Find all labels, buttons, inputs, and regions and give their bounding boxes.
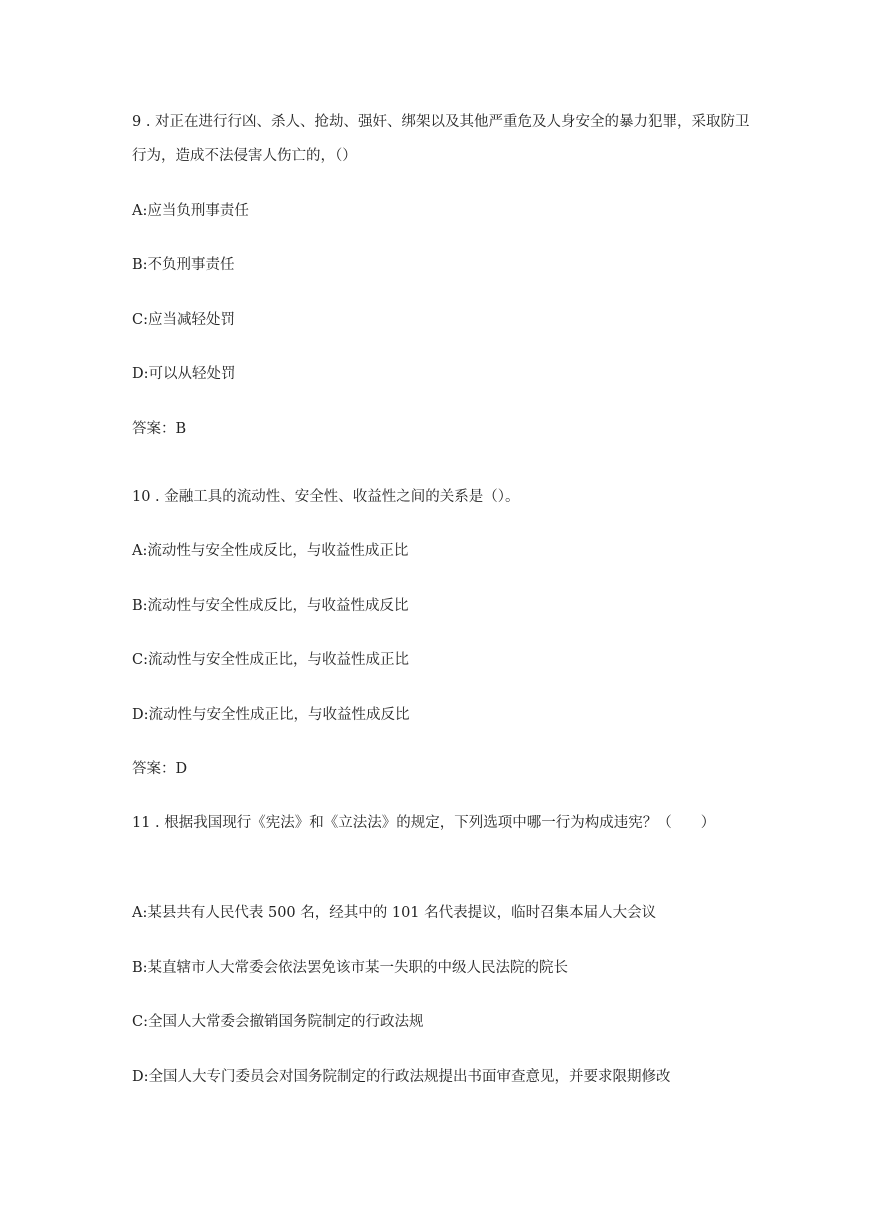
question-10-answer: 答案：D xyxy=(132,761,188,777)
question-11-option-d: D:全国人大专门委员会对国务院制定的行政法规提出书面审查意见，并要求限期修改 xyxy=(132,1069,671,1085)
question-9-answer: 答案：B xyxy=(132,421,187,437)
question-11-option-a: A:某县共有人民代表 500 名，经其中的 101 名代表提议，临时召集本届人大会议 xyxy=(132,905,657,921)
question-9-option-c: C:应当减轻处罚 xyxy=(132,312,235,328)
question-11-stem: 11 . 根据我国现行《宪法》和《立法法》的规定，下列选项中哪一行为构成违宪？（ ） xyxy=(132,815,716,831)
question-10-option-b: B:流动性与安全性成反比，与收益性成反比 xyxy=(132,598,409,614)
question-10-option-c: C:流动性与安全性成正比，与收益性成正比 xyxy=(132,652,409,668)
question-11-option-b: B:某直辖市人大常委会依法罢免该市某一失职的中级人民法院的院长 xyxy=(132,960,569,976)
question-10-option-d: D:流动性与安全性成正比，与收益性成反比 xyxy=(132,707,410,723)
question-9-option-a: A:应当负刑事责任 xyxy=(132,203,249,219)
question-11-option-c: C:全国人大常委会撤销国务院制定的行政法规 xyxy=(132,1014,424,1030)
question-10-option-a: A:流动性与安全性成反比，与收益性成正比 xyxy=(132,543,409,559)
question-9-option-d: D:可以从轻处罚 xyxy=(132,366,236,382)
question-10-stem: 10 . 金融工具的流动性、安全性、收益性之间的关系是（）。 xyxy=(132,489,520,505)
question-9-option-b: B:不负刑事责任 xyxy=(132,257,235,273)
question-9-stem: 9 . 对正在进行行凶、杀人、抢劫、强奸、绑架以及其他严重危及人身安全的暴力犯罪，采取防卫行为，造成不法侵害人伤亡的，（） xyxy=(132,114,750,164)
